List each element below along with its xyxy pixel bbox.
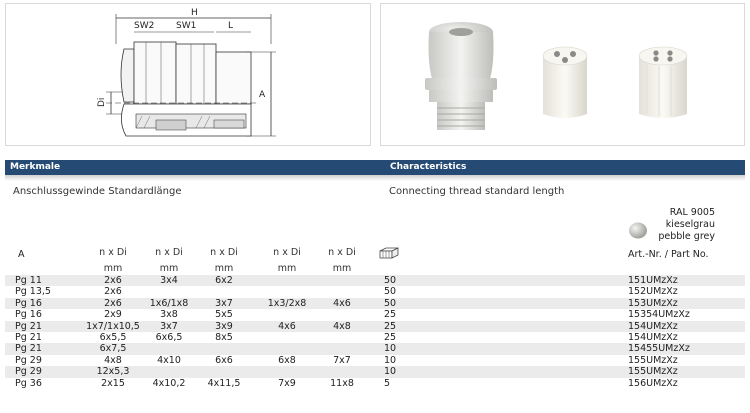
technical-drawing	[5, 3, 371, 146]
column-header-n5-unit: mm	[332, 263, 352, 274]
cell-n1: 6x7,5	[99, 343, 127, 355]
cell-n2: 4x10,2	[152, 377, 186, 389]
cable-gland-drawing	[6, 4, 370, 145]
package-quantity-icon	[378, 246, 400, 260]
cell-a: Pg 29	[15, 366, 42, 378]
cell-n3: 8x5	[215, 331, 233, 343]
cell-a: Pg 36	[15, 377, 42, 389]
label-sw2: SW2	[134, 21, 155, 31]
cell-a: Pg 11	[15, 275, 42, 286]
cell-n1: 1x7/1x10,5	[86, 320, 140, 332]
cell-n2: 3x4	[160, 275, 178, 286]
ral-code: RAL 9005	[669, 207, 715, 218]
table-row	[5, 355, 745, 366]
label-l: L	[228, 21, 234, 31]
cell-n1: 4x8	[104, 354, 122, 366]
cell-a: Pg 21	[15, 343, 42, 355]
column-header-a: A	[18, 249, 25, 260]
cell-part: 15455UMzXz	[628, 343, 690, 355]
cell-qty: 10	[384, 366, 397, 378]
cell-n3: 6x2	[215, 275, 233, 286]
header-shadow	[5, 175, 745, 181]
column-header-n5-top: n x Di	[328, 247, 356, 258]
column-header-n3-unit: mm	[214, 263, 234, 274]
cell-n4: 4x6	[278, 320, 296, 332]
cell-part: 152UMzXz	[628, 286, 678, 298]
table-row	[5, 343, 745, 354]
cell-part: 155UMzXz	[628, 354, 678, 366]
label-di: Di	[97, 97, 107, 107]
cell-n1: 2x9	[104, 309, 122, 321]
ral-name-de: kieselgrau	[665, 219, 715, 230]
column-header-part-number: Art.-Nr. / Part No.	[628, 249, 709, 260]
cell-n4: 1x3/2x8	[267, 297, 307, 309]
column-header-n4-unit: mm	[277, 263, 297, 274]
cell-n2: 1x6/1x8	[149, 297, 189, 309]
header-characteristics: Characteristics	[390, 162, 467, 172]
label-h: H	[191, 8, 198, 18]
column-header-n5	[312, 245, 372, 277]
cell-n4: 7x9	[278, 377, 296, 389]
column-header-n1-unit: mm	[103, 263, 123, 274]
label-sw1: SW1	[176, 21, 197, 31]
column-header-n4	[257, 245, 317, 277]
cell-n1: 2x6	[104, 286, 122, 298]
column-header-n3	[194, 245, 254, 277]
cell-part: 155UMzXz	[628, 366, 678, 378]
cell-qty: 25	[384, 320, 397, 332]
product-table	[5, 275, 745, 389]
cell-n1: 6x5,5	[99, 331, 127, 343]
cell-n3: 5x5	[215, 309, 233, 321]
cell-a: Pg 21	[15, 320, 42, 332]
cell-n4: 6x8	[278, 354, 296, 366]
cell-part: 15354UMzXz	[628, 309, 690, 321]
label-a: A	[259, 90, 266, 100]
cell-n2: 3x8	[160, 309, 178, 321]
cell-qty: 50	[384, 297, 397, 309]
cell-part: 154UMzXz	[628, 331, 678, 343]
cell-n3: 3x9	[215, 320, 233, 332]
column-header-n4-top: n x Di	[273, 247, 301, 258]
cell-qty: 25	[384, 309, 397, 321]
cell-n3: 4x11,5	[207, 377, 241, 389]
column-header-n1-top: n x Di	[99, 247, 127, 258]
cell-a: Pg 29	[15, 354, 42, 366]
table-row	[5, 298, 745, 309]
cable-gland-photo	[425, 22, 497, 130]
color-swatch-icon	[628, 222, 648, 239]
cell-qty: 10	[384, 354, 397, 366]
sealing-insert-4-holes	[639, 47, 687, 118]
cell-n3: 6x6	[215, 354, 233, 366]
column-header-n2-top: n x Di	[155, 247, 183, 258]
product-images	[381, 4, 744, 145]
cell-qty: 5	[384, 377, 391, 389]
table-row	[5, 309, 745, 320]
cell-a: Pg 16	[15, 309, 42, 321]
cell-part: 153UMzXz	[628, 297, 678, 309]
column-header-n1	[83, 245, 143, 277]
table-row	[5, 286, 745, 297]
subtitle-de: Anschlussgewinde Standardlänge	[13, 186, 182, 197]
cell-n1: 2x6	[104, 297, 122, 309]
sealing-insert-3-holes	[543, 47, 587, 118]
cell-part: 151UMzXz	[628, 275, 678, 286]
ral-name-en: pebble grey	[658, 231, 715, 242]
header-merkmale: Merkmale	[10, 162, 61, 172]
cell-n5: 7x7	[333, 354, 351, 366]
cell-qty: 50	[384, 275, 397, 286]
cell-part: 156UMzXz	[628, 377, 678, 389]
cell-qty: 25	[384, 331, 397, 343]
cell-n1: 12x5,3	[96, 366, 130, 378]
cell-n1: 2x6	[104, 275, 122, 286]
cell-n2: 3x7	[160, 320, 178, 332]
cell-n2: 4x10	[157, 354, 181, 366]
cell-n5: 11x8	[330, 377, 354, 389]
section-header	[5, 160, 745, 175]
subtitle-en: Connecting thread standard length	[389, 186, 565, 197]
table-row	[5, 275, 745, 286]
cell-part: 154UMzXz	[628, 320, 678, 332]
cell-n5: 4x8	[333, 320, 351, 332]
cell-a: Pg 13,5	[15, 286, 51, 298]
column-header-n3-top: n x Di	[210, 247, 238, 258]
table-row	[5, 378, 745, 389]
column-header-n2-unit: mm	[159, 263, 179, 274]
column-header-n2	[139, 245, 199, 277]
cell-n3: 3x7	[215, 297, 233, 309]
cell-qty: 50	[384, 286, 397, 298]
table-row	[5, 366, 745, 377]
table-row	[5, 332, 745, 343]
cell-n2: 6x6,5	[155, 331, 183, 343]
cell-a: Pg 16	[15, 297, 42, 309]
cell-a: Pg 21	[15, 331, 42, 343]
cell-n5: 4x6	[333, 297, 351, 309]
product-photo	[380, 3, 745, 146]
cell-qty: 10	[384, 343, 397, 355]
table-row	[5, 321, 745, 332]
cell-n1: 2x15	[101, 377, 125, 389]
